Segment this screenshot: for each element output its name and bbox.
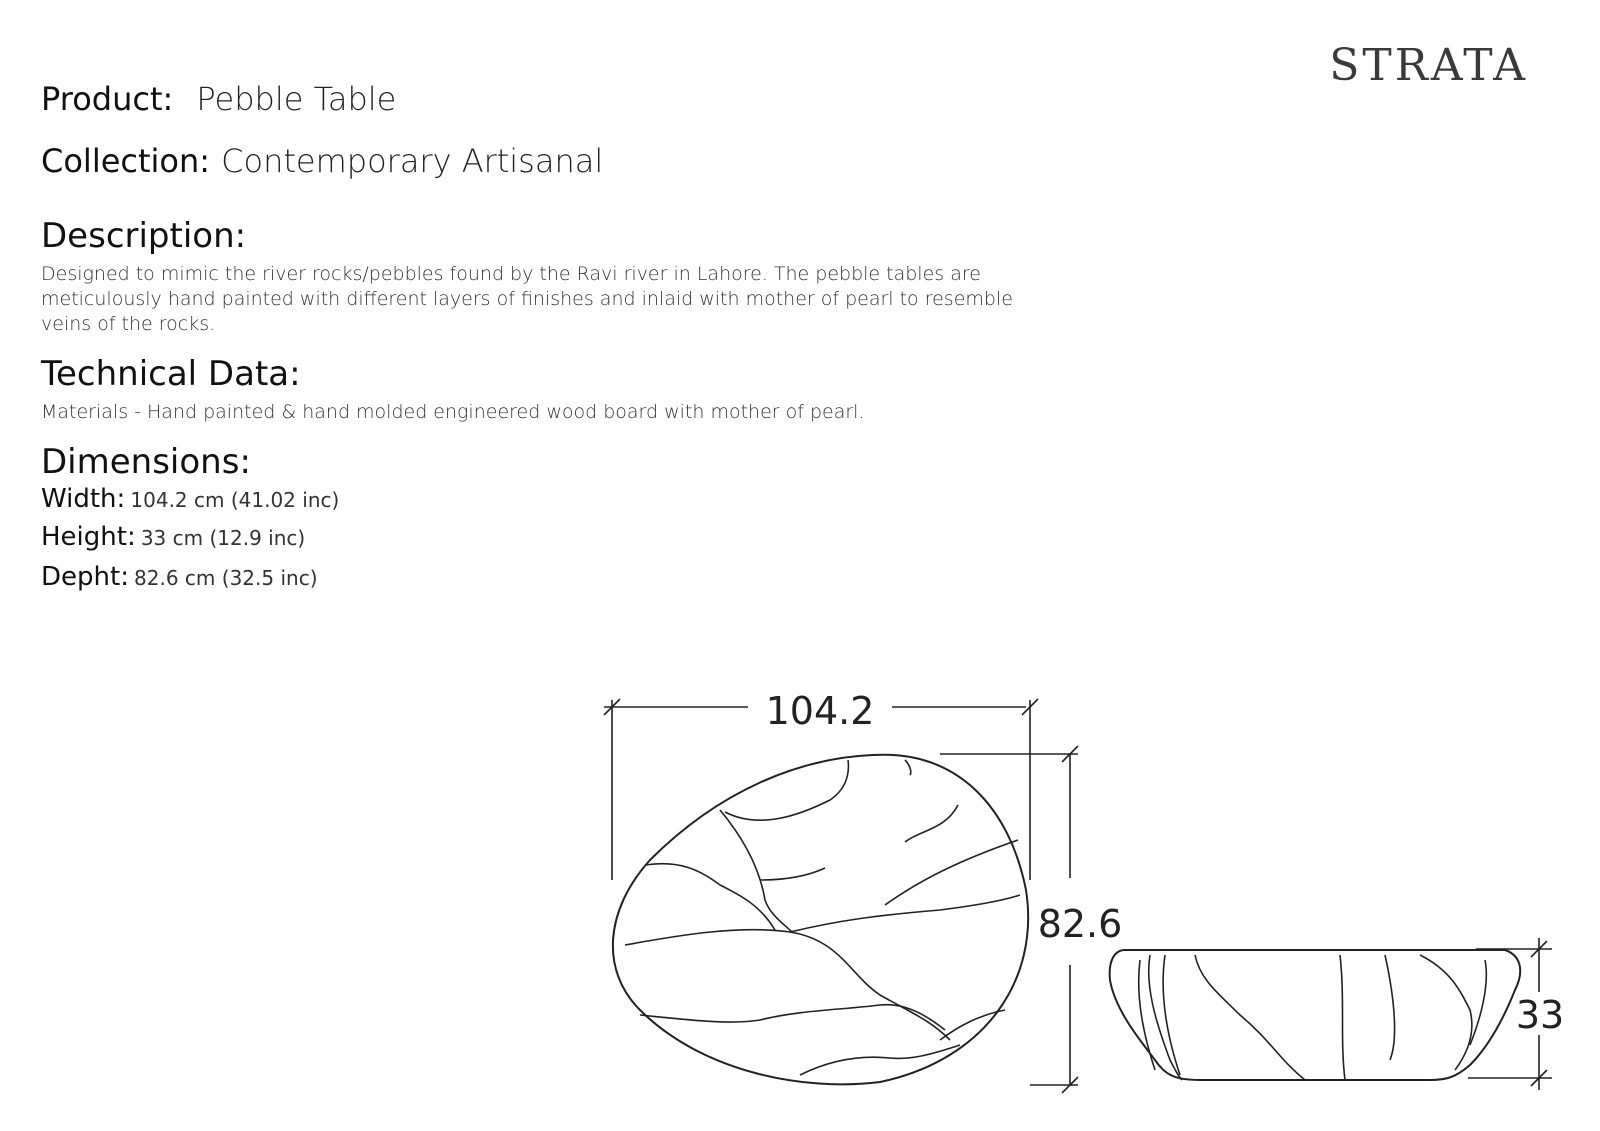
height-value: 33 cm (12.9 inc) (140, 526, 306, 550)
product-value: Pebble Table (196, 80, 397, 118)
drawing-depth-label: 82.6 (1037, 902, 1123, 946)
collection-label: Collection: (41, 142, 211, 180)
description-line: Designed to mimic the river rocks/pebbles found by the Ravi river in Lahore. The pebble tables are (41, 263, 981, 285)
drawing-width-label: 104.2 (765, 689, 875, 733)
technical-heading: Technical Data: (41, 354, 301, 394)
height-label: Height: (41, 522, 136, 552)
collection-value: Contemporary Artisanal (221, 142, 604, 180)
depth-value: 82.6 cm (32.5 inc) (134, 566, 318, 590)
pebble-top-view (613, 755, 1028, 1085)
description-line: meticulously hand painted with different layers of finishes and inlaid with mother of pearl to resemble (41, 288, 1013, 310)
description-line: veins of the rocks. (41, 313, 216, 335)
width-label: Width: (41, 484, 126, 514)
product-label: Product: (41, 80, 174, 118)
width-value: 104.2 cm (41.02 inc) (130, 488, 340, 512)
technical-text: Materials - Hand painted & hand molded engineered wood board with mother of pearl. (41, 401, 865, 423)
dimensions-heading: Dimensions: (41, 442, 251, 482)
description-heading: Description: (41, 216, 247, 256)
drawing-height-label: 33 (1515, 993, 1565, 1037)
brand-logo: STRATA (1329, 40, 1528, 91)
depth-label: Depht: (41, 562, 129, 592)
pebble-side-view (1110, 950, 1521, 1080)
